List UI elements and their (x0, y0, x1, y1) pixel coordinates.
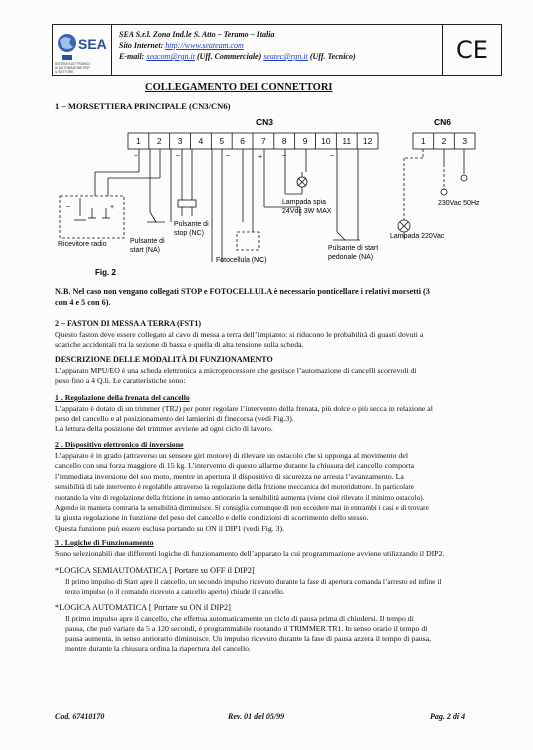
figure-caption: Fig. 2 (95, 268, 116, 277)
cn3-terminal-number: 2 (156, 136, 162, 146)
stop-label: Pulsante di (174, 221, 209, 228)
cn6-label: CN6 (434, 117, 452, 127)
nb-note-line: con 4 e 5 con 6). (55, 298, 111, 307)
paragraph-line: pausa, che può variare da 5 a 120 secondi, è programmabile ruotando il TRIMMER TR1. In senso orario il tempo di (65, 624, 428, 633)
paragraph-line: peso del cancello e al posizionamento dei lamierini di finecorsa (vedi Fig.3). (55, 414, 294, 423)
minus-sign: – (66, 203, 70, 210)
cn3-terminal-number: 11 (342, 136, 352, 146)
lamp-spy-label: Lampada spia (282, 199, 326, 206)
cn6-terminal-number: 3 (462, 136, 468, 146)
paragraph-line: la giusta regolazione in funzione del peso del cancello e delle condizioni di scorrimento dello stesso. (55, 513, 369, 523)
logic-heading: *LOGICA AUTOMATICA [ Portare su ON il DIP2] (55, 603, 231, 612)
email-line: E-mail: seacom@rgn.it (Uff. Commerciale) seatec@rgn.it (Uff. Tecnico) (119, 52, 356, 61)
technical-email-link[interactable]: seatec@rgn.it (263, 52, 308, 61)
minus-sign: – (282, 152, 286, 159)
paragraph-line: sensibilità di tale intervento è regolabile attraverso la regolazione della frizione meccanica del motoriduttore. In particolare (55, 482, 415, 492)
minus-sign: – (134, 152, 138, 159)
paragraph-line: l’immediata inversione del suo moto, mentre in apertura il dispositivo di sicurezza ne arresta l’avanzamento. La (55, 471, 404, 481)
page-title: COLLEGAMENTO DEI CONNETTORI (145, 82, 333, 93)
cn6-terminal-number: 2 (441, 136, 447, 146)
section2-heading: 2 – FASTON DI MESSA A TERRA (FST1) (55, 319, 202, 328)
cn3-terminal-number: 7 (261, 136, 266, 146)
paragraph-line: ruotando la vite di regolazione della frizione in senso antiorario la sensibilità aumenta (viene cioè rilevato il minimo ostacolo). (55, 492, 425, 502)
ce-mark: CE (442, 25, 501, 75)
cn3-terminal-number: 12 (362, 136, 373, 146)
paragraph-line: terzo impulso (o il comando ricevuto a cancello aperto) chiude il cancello. (65, 587, 285, 596)
logo-text: SEA (78, 36, 107, 52)
paragraph-line: L’apparato è in grado (attraverso un sensore giri motore) di rilevare un ostacolo che si opponga al movimento del (55, 451, 409, 460)
cn3-terminal-number: 4 (198, 136, 204, 146)
minus-sign: – (226, 152, 230, 159)
plus-sign: + (258, 154, 263, 161)
paragraph-line: cancello con una forza maggiore di 15 kg. L’intervento di questo allarme durante la chiusura del cancello comporta (55, 461, 415, 471)
minus-sign: – (176, 152, 180, 159)
paragraph-line: L’apparato è dotato di un trimmer (TR2) per poter regolare l’intervento della frenata, più dolce o più secca in relazione al (55, 404, 433, 413)
subsection-heading: 2 . Dispositivo elettronico di inversione (55, 440, 184, 449)
cn3-terminal-number: 10 (321, 136, 331, 146)
cn3-terminal-number: 5 (219, 136, 225, 146)
photocell-label: Fotocellula (NC) (216, 257, 267, 264)
wiring-diagram (0, 112, 533, 282)
cn3-label: CN3 (256, 117, 274, 127)
lamp220-label: Lampada 220Vac (390, 233, 445, 240)
sea-logo (53, 25, 112, 75)
cn3-terminal-number: 1 (136, 136, 141, 146)
paragraph-line: L’apparato MPU/EO è una scheda elettronica a microprocessore che gestisce l’automazione di cancelli scorrevoli di (55, 366, 417, 375)
company-info (119, 29, 356, 62)
section-heading: 1 – MORSETTIERA PRINCIPALE (CN3/CN6) (55, 101, 231, 111)
paragraph-line: Il primo impulso apre il cancello, che effettua automaticamente un ciclo di pausa prima di chiudersi. Il tempo di (65, 614, 414, 623)
subsection-heading: 1 . Regolazione della frenata del cancello (55, 393, 190, 402)
start-label: start (NA) (130, 247, 160, 254)
cn3-terminal-number: 9 (302, 136, 308, 146)
company-address: SEA S.r.l. Zona Ind.le S. Atto – Teramo – Italia (119, 30, 275, 39)
logo-subtitle: DI AUTOMAZIONE PER (55, 66, 90, 70)
globe-icon (53, 25, 111, 75)
paragraph-line: Questo faston deve essere collegato al cavo di messa a terra dell’impianto: si riducono le probabilità di guasti dovuti a (55, 330, 424, 339)
receiver-label: Ricevitore radio (58, 241, 107, 248)
website-line: Sito Internet: http://www.seateam.com (119, 41, 244, 50)
nb-note-line: N.B. Nel caso non vengano collegati STOP e FOTOCELLULA è necessario ponticellare i relativi morsetti (3 (55, 287, 430, 296)
lamp-spy-label: 24Vdc 3W MAX (282, 208, 332, 215)
paragraph-line: pausa aumenta, in senso antiorario diminuisce. Un impulso ricevuto durante la fase di pausa azzera il tempo di pausa, (65, 634, 432, 643)
footer-revision: Rev. 01 del 05/99 (228, 712, 285, 721)
cn3-terminal-number: 6 (240, 136, 245, 146)
website-link[interactable]: http://www.seateam.com (165, 41, 244, 50)
cn3-terminal-number: 8 (281, 136, 287, 146)
logo-subtitle: SISTEMI ELETTRONICI (55, 62, 90, 66)
plus-sign: + (110, 204, 115, 211)
paragraph-line: scariche accidentali tra la sezione di bassa e quella di alta tensione sulla scheda. (55, 340, 304, 349)
paragraph-line: Questa funzione può essere esclusa portando su ON il DIP1 (vedi Fig. 3). (55, 523, 285, 533)
paragraph-line: peso fino a 4 Q.li. Le caratteristiche sono: (55, 376, 186, 385)
footer-page: Pag. 2 di 4 (430, 712, 466, 721)
cn3-terminal-number: 3 (177, 136, 183, 146)
paragraph-line: Agendo in maniera contraria la sensibilità diminuisce. Si consiglia comunque di non eccedere mai in entrambi i casi e di trovare (55, 503, 429, 512)
footer-code: Cod. 67410170 (55, 712, 105, 721)
logo-subtitle: IL SETTORE (55, 70, 74, 74)
pedestrian-label: Pulsante di start (328, 245, 379, 252)
supply-label: 230Vac 50Hz (438, 200, 480, 207)
stop-label: stop (NC) (174, 230, 204, 237)
paragraph-line: Il primo impulso di Start apre il cancello, un secondo impulso ricevuto durante la fase di apertura comanda l’arresto ed infine il (65, 577, 442, 586)
subsection-heading: 3 . Logiche di Funzionamento (55, 538, 154, 547)
paragraph-line: La lettura della posizione del trimmer avviene ad ogni ciclo di lavoro. (55, 424, 273, 433)
paragraph-line: mentre durante la chiusura ordina la riapertura del cancello. (65, 644, 251, 653)
pedestrian-label: pedonale (NA) (328, 254, 374, 261)
paragraph-line: Sono selezionabili due differenti logiche di funzionamento dell’apparato la cui programmazione avviene utilizzando il DIP2. (55, 549, 445, 558)
document-header (52, 24, 502, 76)
commercial-email-link[interactable]: seacom@rgn.it (146, 52, 195, 61)
description-heading: DESCRIZIONE DELLE MODALITÀ DI FUNZIONAMENTO (55, 355, 273, 364)
logic-heading: *LOGICA SEMIAUTOMATICA [ Portare su OFF il DIP2] (55, 566, 255, 575)
start-label: Pulsante di (130, 238, 165, 245)
minus-sign: – (330, 152, 334, 159)
cn6-terminal-number: 1 (420, 136, 426, 146)
